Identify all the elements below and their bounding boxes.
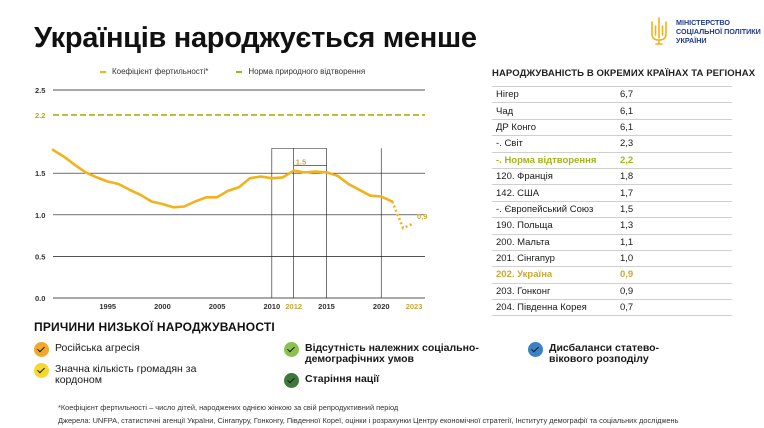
x-tick-label: 2020 xyxy=(372,302,390,311)
ministry-name: МІНІСТЕРСТВО СОЦІАЛЬНОЇ ПОЛІТИКИ УКРАЇНИ xyxy=(676,18,761,45)
y-tick-label: 1.0 xyxy=(35,210,46,220)
cause-label: Значна кількість громадян за кордоном xyxy=(55,363,197,386)
fertility-value: 1,1 xyxy=(620,234,732,250)
country-name: -. Норма відтворення xyxy=(492,152,620,168)
table-row xyxy=(492,267,732,283)
fertility-value: 1,3 xyxy=(620,218,732,234)
cause-russian-aggression xyxy=(34,343,244,357)
x-tick-label: 2005 xyxy=(208,302,226,311)
legend-label-fertility: Коефіцієнт фертильності* xyxy=(112,67,209,76)
table-row xyxy=(492,136,732,152)
fertility-value: 2,3 xyxy=(620,136,732,152)
x-tick-label: 1995 xyxy=(99,302,117,311)
table-row xyxy=(492,283,732,299)
x-tick-label: 2012 xyxy=(285,302,303,311)
table-row xyxy=(492,250,732,266)
country-name: 190. Польща xyxy=(492,218,620,234)
country-name: -. Європейський Союз xyxy=(492,201,620,217)
cause-social-conditions xyxy=(284,343,509,365)
table-row xyxy=(492,201,732,217)
fertility-value: 6,1 xyxy=(620,103,732,119)
fertility-ranking-table xyxy=(492,86,732,316)
fertility-value: 1,0 xyxy=(620,250,732,266)
country-name: 120. Франція xyxy=(492,168,620,184)
check-icon xyxy=(34,363,49,378)
x-tick-label: 2023 xyxy=(405,302,423,311)
y-tick-label: 1.5 xyxy=(35,169,46,179)
sources: Джерела: UNFPA, статистичні агенції України, Сінгапуру, Гонконгу, Південної Кореї, оцінки і розрахунки Центру економічної стратегії, Інституту демографії та соціальних досліджень xyxy=(58,416,679,425)
country-name: Нігер xyxy=(492,87,620,103)
country-name: ДР Конго xyxy=(492,119,620,135)
x-tick-label: 2015 xyxy=(318,302,335,311)
table-row xyxy=(492,234,732,250)
fertility-value: 0,9 xyxy=(620,267,732,283)
causes-title: ПРИЧИНИ НИЗЬКОЇ НАРОДЖУВАНОСТІ xyxy=(34,320,275,334)
country-name: 203. Гонконг xyxy=(492,283,620,299)
y-tick-label: 2.5 xyxy=(35,86,46,95)
fertility-series-line xyxy=(53,150,392,207)
cause-aging-nation xyxy=(284,374,484,388)
table-title: НАРОДЖУВАНІСТЬ В ОКРЕМИХ КРАЇНАХ ТА РЕГІОНАХ xyxy=(492,68,756,79)
table-row xyxy=(492,103,732,119)
table-row xyxy=(492,300,732,316)
check-icon xyxy=(284,342,299,357)
table-row xyxy=(492,119,732,135)
country-name: Чад xyxy=(492,103,620,119)
legend-swatch-norm xyxy=(236,71,242,73)
peak-annotation: 1.5 xyxy=(295,157,307,167)
legend-label-norm: Норма природного відтворення xyxy=(248,67,366,76)
chart-legend xyxy=(100,67,365,76)
fertility-value: 1,7 xyxy=(620,185,732,201)
legend-item-norm xyxy=(236,67,365,76)
country-name: 202. Україна xyxy=(492,267,620,283)
table-row xyxy=(492,218,732,234)
cause-age-sex-imbalance xyxy=(528,343,688,365)
check-icon xyxy=(284,373,299,388)
legend-swatch-fertility xyxy=(100,71,106,73)
ministry-logo xyxy=(648,16,762,46)
fertility-line-chart xyxy=(0,80,450,315)
cause-label: Дисбаланси статево-вікового розподілу xyxy=(549,342,660,365)
country-name: -. Світ xyxy=(492,136,620,152)
country-name: 200. Мальта xyxy=(492,234,620,250)
country-name: 204. Південна Корея xyxy=(492,300,620,316)
latest-annotation: 0,9 xyxy=(417,212,428,222)
table-row xyxy=(492,168,732,184)
cause-citizens-abroad xyxy=(34,364,224,386)
fertility-value: 2,2 xyxy=(620,152,732,168)
fertility-value: 6,7 xyxy=(620,87,732,103)
country-name: 201. Сінгапур xyxy=(492,250,620,266)
cause-label: Відсутність належних соціально-демографічних умов xyxy=(305,342,479,365)
x-tick-label: 2010 xyxy=(263,302,281,311)
page-title: Українців народжується менше xyxy=(34,22,477,54)
fertility-value: 0,7 xyxy=(620,300,732,316)
check-icon xyxy=(34,342,49,357)
fertility-value: 0,9 xyxy=(620,283,732,299)
cause-label: Старіння нації xyxy=(305,373,380,385)
y-tick-label: 0.0 xyxy=(35,294,46,303)
table-row xyxy=(492,185,732,201)
y-tick-label: 0.5 xyxy=(35,252,46,262)
table-row xyxy=(492,87,732,103)
table-row xyxy=(492,152,732,168)
legend-item-fertility xyxy=(100,67,208,76)
x-tick-label: 2000 xyxy=(154,302,171,311)
check-icon xyxy=(528,342,543,357)
fertility-value: 1,5 xyxy=(620,201,732,217)
fertility-value: 6,1 xyxy=(620,119,732,135)
footnote: *Коефіцієнт фертильності – число дітей, народжених однією жінкою за свій репродуктивний період xyxy=(58,403,399,412)
fertility-value: 1,8 xyxy=(620,168,732,184)
cause-label: Російська агресія xyxy=(55,342,140,354)
country-name: 142. США xyxy=(492,185,620,201)
norm-value-label: 2.2 xyxy=(35,110,46,120)
trident-icon xyxy=(648,16,670,46)
